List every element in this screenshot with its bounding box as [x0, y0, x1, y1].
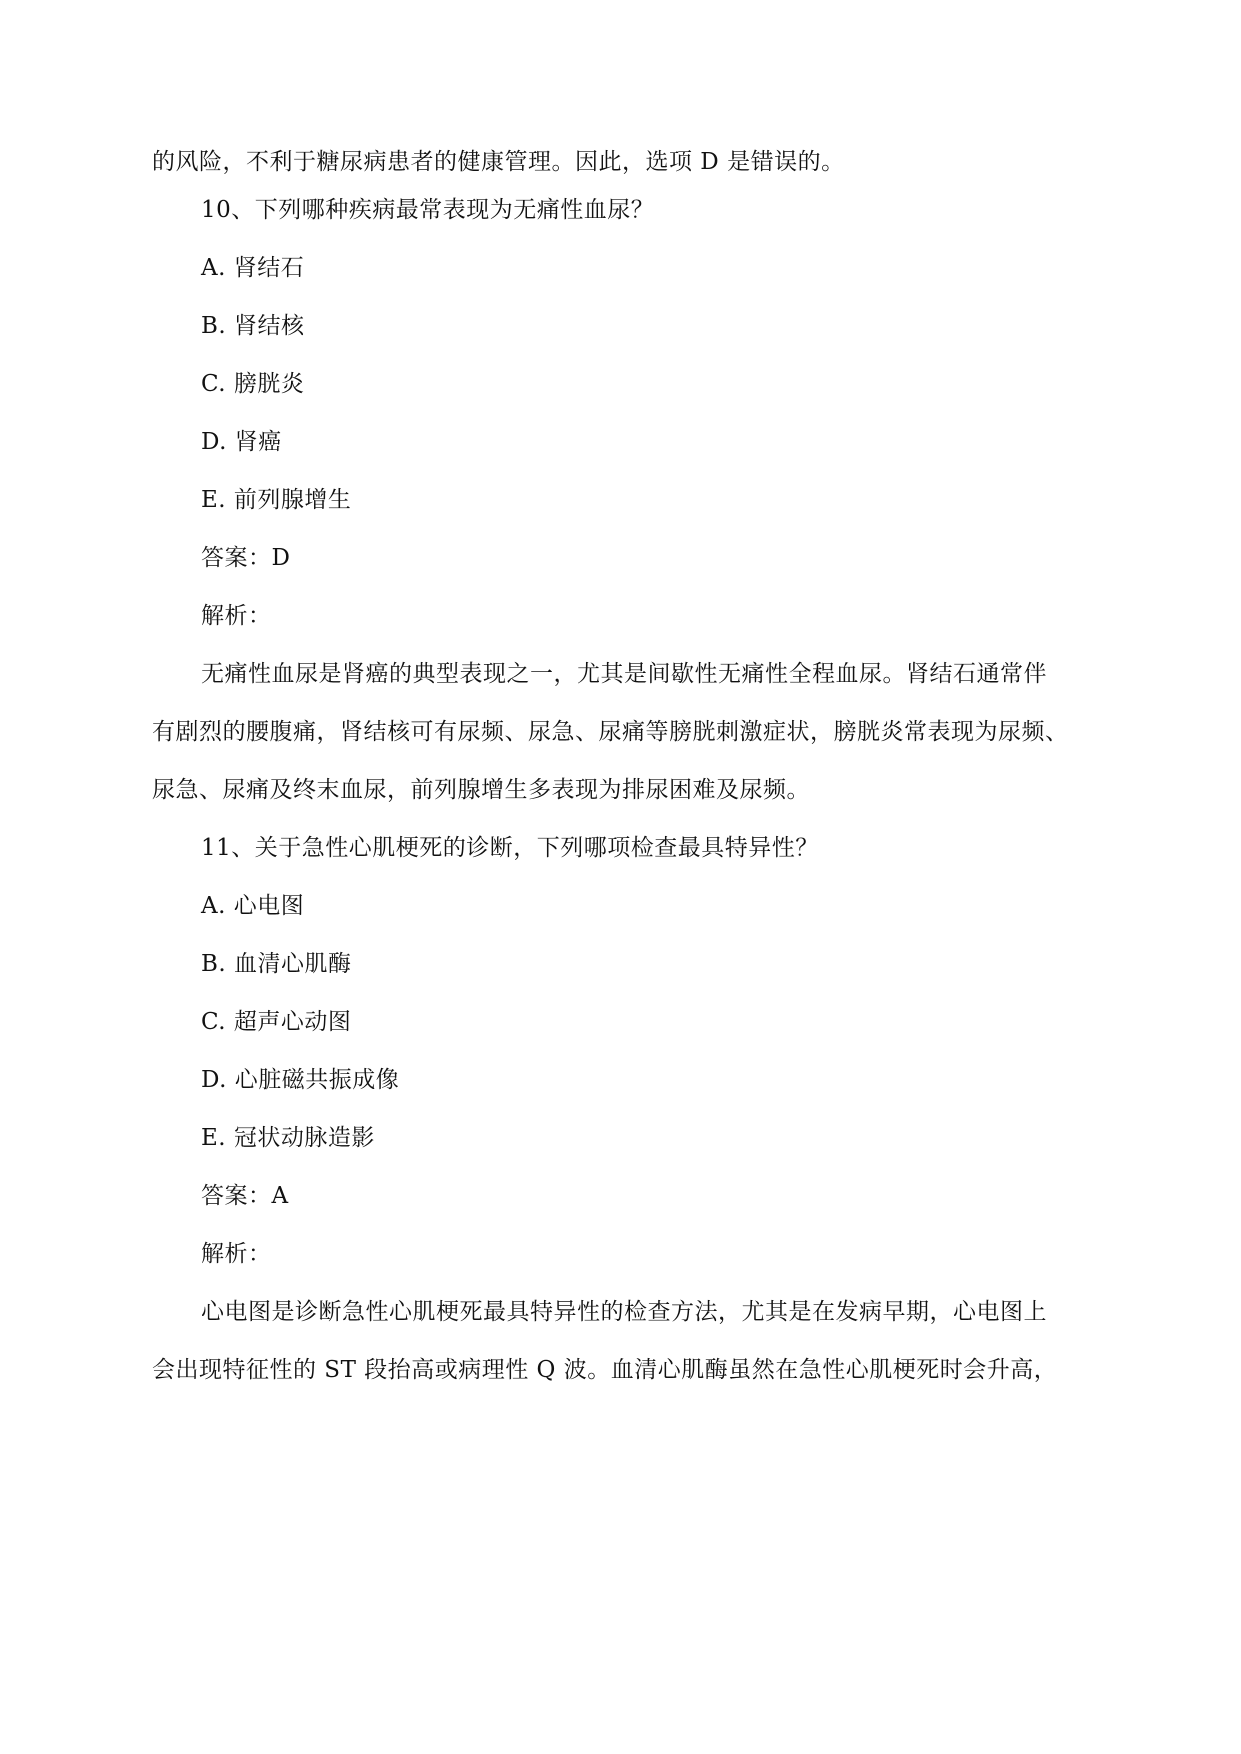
q11-answer: 答案：A	[201, 1183, 289, 1209]
q10-analysis-line-2: 有剧烈的腰腹痛，肾结核可有尿频、尿急、尿痛等膀胱刺激症状，膀胱炎常表现为尿频、	[152, 719, 1069, 745]
q10-analysis-line-3: 尿急、尿痛及终末血尿，前列腺增生多表现为排尿困难及尿频。	[152, 777, 810, 803]
q10-option-e: E. 前列腺增生	[201, 487, 352, 513]
q10-option-a: A. 肾结石	[201, 255, 305, 281]
q11-analysis-line-2: 会出现特征性的 ST 段抬高或病理性 Q 波。血清心肌酶虽然在急性心肌梗死时会升高，	[152, 1357, 1058, 1383]
q11-option-e: E. 冠状动脉造影	[201, 1125, 375, 1151]
intro-text: 的风险，不利于糖尿病患者的健康管理。因此，选项 D 是错误的。	[152, 149, 845, 175]
q10-analysis-line-1: 无痛性血尿是肾癌的典型表现之一，尤其是间歇性无痛性全程血尿。肾结石通常伴	[201, 661, 1047, 687]
question-10: 10、下列哪种疾病最常表现为无痛性血尿？	[201, 197, 655, 223]
q11-option-a: A. 心电图	[201, 893, 305, 919]
question-11: 11、关于急性心肌梗死的诊断，下列哪项检查最具特异性？	[201, 835, 819, 861]
q11-analysis-line-1: 心电图是诊断急性心肌梗死最具特异性的检查方法，尤其是在发病早期，心电图上	[201, 1299, 1047, 1325]
q11-analysis-label: 解析：	[201, 1241, 272, 1267]
q11-option-c: C. 超声心动图	[201, 1009, 352, 1035]
q11-option-d: D. 心脏磁共振成像	[201, 1067, 400, 1093]
q10-analysis-label: 解析：	[201, 603, 272, 629]
q11-option-b: B. 血清心肌酶	[201, 951, 352, 977]
q10-option-b: B. 肾结核	[201, 313, 305, 339]
q10-option-c: C. 膀胱炎	[201, 371, 305, 397]
q10-answer: 答案：D	[201, 545, 291, 571]
q10-option-d: D. 肾癌	[201, 429, 282, 455]
